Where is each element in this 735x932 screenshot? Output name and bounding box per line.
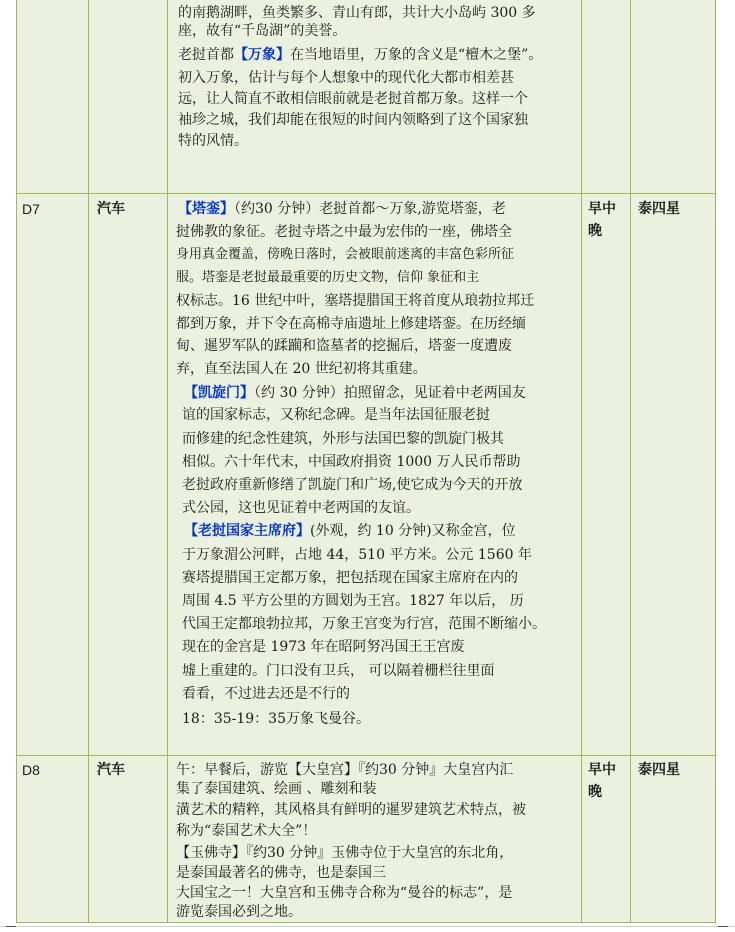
description-line: 特的风情。 bbox=[178, 133, 248, 149]
page-bottom-rule bbox=[0, 926, 735, 927]
row-divider bbox=[16, 755, 716, 756]
transport-label: 汽车 bbox=[97, 762, 125, 778]
description-line: 是泰国最著名的佛寺，也是泰国三 bbox=[176, 865, 386, 881]
description-line: 远，让人简直不敢相信眼前就是老挝首都万象。这样一个 bbox=[178, 91, 528, 107]
description-line: 【凯旋门】（约 30 分钟）拍照留念，见证着中老两国友 bbox=[184, 385, 526, 401]
description-line: 身用真金覆盖，傍晚日落时，会被眼前迷离的丰富色彩所征 bbox=[176, 247, 515, 262]
column-divider bbox=[167, 0, 168, 922]
hotel-column-bg bbox=[631, 0, 715, 922]
page-corner-mark bbox=[718, 926, 728, 927]
row-divider bbox=[16, 193, 716, 194]
column-divider bbox=[630, 0, 631, 922]
description-line: 甸、暹罗军队的蹂躏和盗墓者的挖掘后，塔銮一度遭废 bbox=[176, 338, 512, 354]
description-line: 初入万象，估计与每个人想象中的现代化大都市相差甚 bbox=[178, 70, 514, 86]
description-line: 都到万象，并下令在高棉寺庙遗址上修建塔銮。在历经缅 bbox=[176, 316, 526, 332]
description-line: 的南鹅湖畔，鱼类繁多、青山有郎，共计大小岛屿 300 多 bbox=[178, 5, 536, 21]
description-line: 看看，不过进去还是不行的 bbox=[182, 686, 350, 702]
description-line: 挝佛教的象征。老挝寺塔之中最为宏伟的一座，佛塔全 bbox=[176, 224, 512, 240]
description-line: 【塔銮】（约30 分钟）老挝首都～万象,游览塔銮，老 bbox=[178, 201, 506, 217]
description-line: 代国王定都琅勃拉邦，万象王宫变为行宫，范围不断缩小。 bbox=[182, 616, 546, 632]
description-line: 服。塔銮是老挝最最重要的历史文物，信仰 象征和主 bbox=[176, 270, 480, 285]
description-line: 谊的国家标志，又称纪念碑。是当年法国征服老挝 bbox=[182, 407, 490, 423]
description-line: 老挝首都【万象】在当地语里，万象的含义是“檀木之堡”。 bbox=[178, 47, 543, 63]
transport-column-bg bbox=[89, 0, 167, 922]
description-line: 相似。六十年代末，中国政府捐资 1000 万人民币帮助 bbox=[182, 454, 521, 470]
attraction-tag: 【凯旋门】 bbox=[184, 385, 254, 401]
day-label: D7 bbox=[22, 201, 40, 217]
description-line: 而修建的纪念性建筑，外形与法国巴黎的凯旋门极其 bbox=[182, 431, 504, 447]
table-border bbox=[715, 0, 716, 922]
description-line: 游览泰国必到之地。 bbox=[176, 904, 302, 920]
attraction-tag: 【老挝国家主席府】 bbox=[184, 523, 310, 539]
description-line: 袖珍之城，我们却能在很短的时间内领略到了这个国家独 bbox=[178, 112, 528, 128]
description-line: 集了泰国建筑、绘画 、雕刻和装 bbox=[176, 781, 377, 797]
description-line: 权标志。16 世纪中叶，塞塔提腊国王将首度从琅勃拉邦迁 bbox=[176, 293, 535, 309]
description-line: 弃，直至法国人在 20 世纪初将其重建。 bbox=[176, 361, 427, 377]
description-line: 现在的金宫是 1973 年在昭阿努冯国王王宫废 bbox=[182, 639, 465, 655]
description-line: 于万象湄公河畔，占地 44，510 平方米。公元 1560 年 bbox=[182, 547, 532, 563]
column-divider bbox=[581, 0, 582, 922]
description-line: 老挝政府重新修缮了凯旋门和广场,使它成为今天的开放 bbox=[182, 477, 523, 493]
meals-label: 晚 bbox=[588, 784, 602, 800]
day-label: D8 bbox=[22, 762, 40, 778]
page-corner-mark bbox=[6, 926, 16, 927]
day-column-bg bbox=[16, 0, 88, 922]
hotel-label: 泰四星 bbox=[638, 201, 680, 217]
attraction-tag: 【塔銮】 bbox=[178, 201, 234, 217]
hotel-label: 泰四星 bbox=[638, 762, 680, 778]
table-border bbox=[16, 0, 17, 922]
meals-label: 早中 bbox=[588, 201, 616, 217]
description-line: 座，故有“千岛湖”的美誉。 bbox=[178, 23, 347, 39]
description-line: 赛塔提腊国王定都万象，把包括现在国家主席府在内的 bbox=[182, 570, 518, 586]
description-line: 潢艺术的精粹，其风格具有鲜明的暹罗建筑艺术特点，被 bbox=[176, 802, 526, 818]
description-line: 墟上重建的。门口没有卫兵， 可以隔着栅栏往里面 bbox=[182, 663, 495, 679]
attraction-tag: 【万象】 bbox=[234, 47, 290, 63]
description-line: 午：早餐后，游览【大皇宫】『约30 分钟』大皇宫内汇 bbox=[176, 762, 514, 778]
description-line: 周围 4.5 平方公里的方圆划为王宫。1827 年以后， 历 bbox=[182, 593, 524, 609]
column-divider bbox=[88, 0, 89, 922]
description-line: 大国宝之一！大皇宫和玉佛寺合称为“曼谷的标志”，是 bbox=[176, 885, 513, 901]
description-line: 【玉佛寺】『约30 分钟』玉佛寺位于大皇宫的东北角， bbox=[176, 845, 514, 861]
description-line: 18：35-19：35万象飞曼谷。 bbox=[182, 711, 370, 727]
transport-label: 汽车 bbox=[97, 201, 125, 217]
description-line: 【老挝国家主席府】(外观，约 10 分钟)又称金宫，位 bbox=[184, 523, 516, 539]
table-border bbox=[16, 922, 716, 923]
description-line: 式公园，这也见证着中老两国的友谊。 bbox=[182, 500, 420, 516]
meals-label: 早中 bbox=[588, 762, 616, 778]
description-line: 称为“泰国艺术大全”！ bbox=[176, 823, 317, 839]
meals-label: 晚 bbox=[588, 223, 602, 239]
